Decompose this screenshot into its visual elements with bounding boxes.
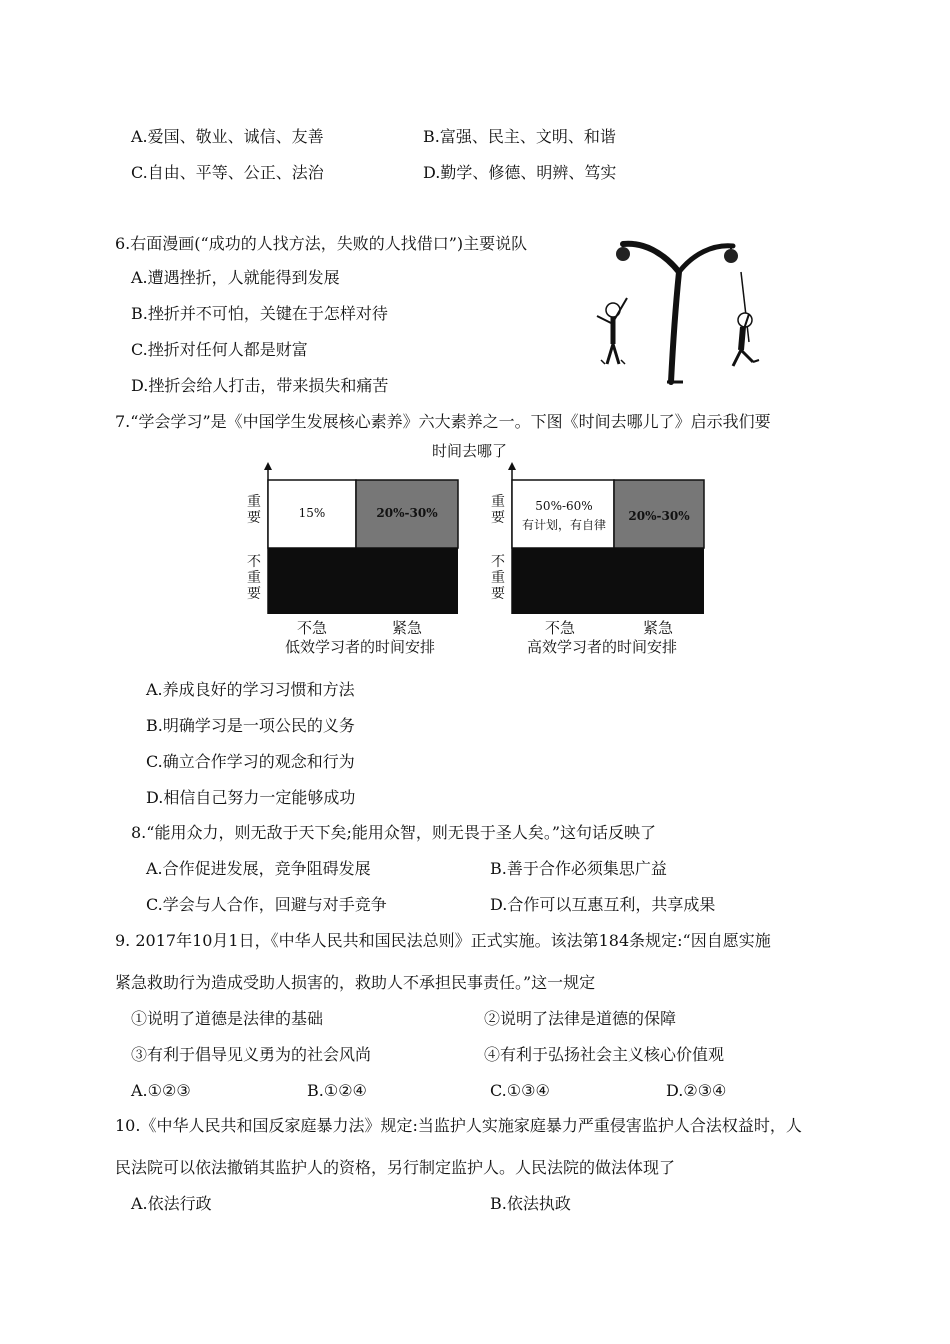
y-label-char: 要 xyxy=(491,586,505,602)
q9-stem-line1: 9. 2017年10月1日，《中华人民共和国民法总则》正式实施。该法第184条规定:“因自愿实施 xyxy=(115,931,771,950)
q5-option-d: D.勤学、修德、明辨、笃实 xyxy=(423,163,617,182)
svg-text:重要 xyxy=(491,494,505,526)
q9-statement-1: ①说明了道德是法律的基础 xyxy=(131,1009,324,1028)
q8-option-d: D.合作可以互惠互利，共享成果 xyxy=(490,895,716,914)
q9-option-d: D.②③④ xyxy=(666,1081,727,1100)
y-label-char: 重 xyxy=(491,570,505,586)
q5-option-b: B.富强、民主、文明、和谐 xyxy=(423,127,616,146)
chart-title-high: 高效学习者的时间安排 xyxy=(526,638,678,656)
svg-text:不重要 xyxy=(247,554,261,602)
q7-figure-title: 时间去哪了 xyxy=(432,442,508,460)
q9-statement-4: ④有利于弘扬社会主义核心价值观 xyxy=(484,1045,725,1064)
q9-option-a: A.①②③ xyxy=(131,1081,191,1100)
y-label-not-important xyxy=(491,554,505,602)
q9-statement-3: ③有利于倡导见义勇为的社会风尚 xyxy=(131,1045,372,1064)
x-label-urgent: 紧急 xyxy=(642,619,674,637)
q7-option-c: C.确立合作学习的观念和行为 xyxy=(146,752,355,771)
cell-important-not-urgent xyxy=(512,480,614,548)
q10-option-b: B.依法执政 xyxy=(490,1194,571,1213)
y-axis-arrow xyxy=(508,462,516,470)
y-axis-arrow xyxy=(264,462,272,470)
q5-option-a: A.爱国、敬业、诚信、友善 xyxy=(131,127,324,146)
q10-option-a: A.依法行政 xyxy=(131,1194,212,1213)
y-label-important xyxy=(491,494,505,526)
svg-text:不重要 xyxy=(491,554,505,602)
q6-cartoon xyxy=(583,232,773,392)
cell-label-important-not-urgent: 50%-60% xyxy=(535,499,593,513)
cell-note-important-not-urgent: 有计划，有自律 xyxy=(521,518,607,532)
q7-option-b: B.明确学习是一项公民的义务 xyxy=(146,716,355,735)
q10-stem-line1: 10.《中华人民共和国反家庭暴力法》规定:当监护人实施家庭暴力严重侵害监护人合法权益时，人 xyxy=(115,1116,802,1135)
y-label-important xyxy=(247,494,261,526)
x-label-urgent: 紧急 xyxy=(391,619,423,637)
q6-option-a: A.遭遇挫折，人就能得到发展 xyxy=(131,268,340,287)
q9-option-c: C.①③④ xyxy=(490,1081,550,1100)
y-label-char: 要 xyxy=(247,510,261,526)
x-label-not-urgent: 不急 xyxy=(296,619,328,637)
q9-option-b: B.①②④ xyxy=(307,1081,367,1100)
q7-option-a: A.养成良好的学习习惯和方法 xyxy=(146,680,355,699)
q7-option-d: D.相信自己努力一定能够成功 xyxy=(146,788,356,807)
y-label-char: 要 xyxy=(491,510,505,526)
q8-stem: 8.“能用众力，则无敌于天下矣;能用众智，则无畏于圣人矣。”这句话反映了 xyxy=(131,823,657,842)
q7-stem: 7.“学会学习”是《中国学生发展核心素养》六大素养之一。下图《时间去哪儿了》启示我们要 xyxy=(115,412,771,431)
q6-option-c: C.挫折对任何人都是财富 xyxy=(131,340,308,359)
q8-option-c: C.学会与人合作，回避与对手竞争 xyxy=(146,895,387,914)
q6-option-d: D.挫折会给人打击，带来损失和痛苦 xyxy=(131,376,389,395)
y-label-char: 不 xyxy=(491,554,505,570)
q10-stem-line2: 民法院可以依法撤销其监护人的资格，另行制定监护人。人民法院的做法体现了 xyxy=(115,1158,676,1177)
y-label-char: 重 xyxy=(491,494,505,510)
y-label-char: 重 xyxy=(247,570,261,586)
cell-label-important-not-urgent: 15% xyxy=(298,506,326,520)
q7-chart-high-efficiency xyxy=(484,462,720,660)
y-label-not-important xyxy=(247,554,261,602)
y-label-char: 重 xyxy=(247,494,261,510)
x-label-not-urgent: 不急 xyxy=(544,619,576,637)
q9-statement-2: ②说明了法律是道德的保障 xyxy=(484,1009,677,1028)
q8-option-b: B.善于合作必须集思广益 xyxy=(490,859,667,878)
chart-title-low: 低效学习者的时间安排 xyxy=(284,638,436,656)
cell-not-important xyxy=(512,548,704,614)
q7-chart-low-efficiency xyxy=(240,462,470,660)
q6-stem: 6.右面漫画(“成功的人找方法，失败的人找借口”)主要说队 xyxy=(115,234,528,253)
q6-option-b: B.挫折并不可怕，关键在于怎样对待 xyxy=(131,304,388,323)
y-label-char: 不 xyxy=(247,554,261,570)
q9-stem-line2: 紧急救助行为造成受助人损害的，救助人不承担民事责任。”这一规定 xyxy=(115,973,596,992)
cell-label-important-urgent: 20%-30% xyxy=(628,509,690,523)
cell-label-important-urgent: 20%-30% xyxy=(376,506,438,520)
svg-text:重要 xyxy=(247,494,261,526)
q8-option-a: A.合作促进发展，竞争阻碍发展 xyxy=(146,859,371,878)
q5-option-c: C.自由、平等、公正、法治 xyxy=(131,163,324,182)
cell-not-important xyxy=(268,548,458,614)
y-label-char: 要 xyxy=(247,586,261,602)
